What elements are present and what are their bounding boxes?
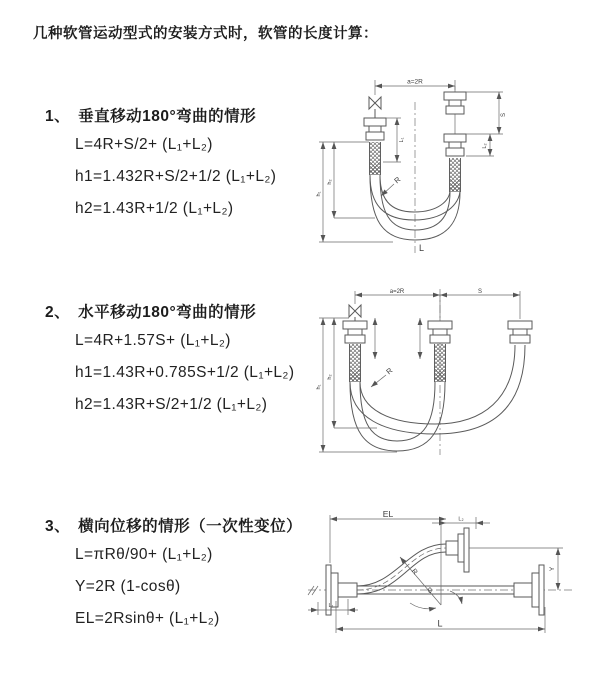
diagram3-svg <box>300 507 580 647</box>
section2-formula-L: L=4R+1.57S+ (L₁+L₂) <box>75 332 231 349</box>
braided-hose-section <box>449 158 461 192</box>
diagram3-angle-construction <box>398 523 464 612</box>
diagram1-dim-a2R <box>375 79 455 96</box>
section2-heading-text: 水平移动180°弯曲的情形 <box>78 304 257 321</box>
dim-label-a2R-d2: a=2R <box>389 289 405 295</box>
dim-label-L-d1: L <box>419 243 425 253</box>
dim-label-R-d2: R <box>384 365 395 377</box>
page-title: 几种软管运动型式的安装方式时，软管的长度计算： <box>33 26 378 42</box>
diagram1-radius-callout <box>379 175 402 198</box>
diagram3-raised-flange <box>446 528 469 572</box>
section3-heading-text: 横向位移的情形（一次性变位） <box>78 518 303 535</box>
diagram2-dim-S <box>440 289 520 297</box>
diagram3-dim-EL <box>330 509 446 563</box>
section1-formula-h1: h1=1.432R+S/2+1/2 (L₁+L₂) <box>75 168 277 185</box>
diagram-vertical-movement <box>313 72 558 257</box>
dim-label-EL: EL <box>382 509 394 519</box>
diagram2-fittings <box>343 295 532 343</box>
diagram1-dim-h1 <box>316 142 393 242</box>
section2-formula-h2: h2=1.43R+S/2+1/2 (L₁+L₂) <box>75 396 268 413</box>
braided-hose-section <box>349 344 361 382</box>
dim-label-L1-d3: L₁ <box>328 603 334 609</box>
section2-formula-h1: h1=1.43R+0.785S+1/2 (L₁+L₂) <box>75 364 295 381</box>
section3-number: 3、 <box>45 518 71 535</box>
section3-heading <box>45 514 302 536</box>
dim-label-Y: Y <box>549 566 556 572</box>
diagram3-dim-L <box>336 601 545 633</box>
diagram3-right-flange <box>514 565 544 615</box>
section1-heading <box>45 104 256 126</box>
diagram-lateral-displacement <box>300 507 580 647</box>
dim-label-theta: θ <box>428 588 432 595</box>
diagram1-dim-S <box>466 92 507 134</box>
dim-label-R-d3: R <box>409 567 419 577</box>
dim-label-h1-d1: h₁ <box>316 191 322 197</box>
dim-label-h2-d2: h₂ <box>327 374 333 380</box>
diagram-horizontal-movement <box>313 287 575 455</box>
diagram1-centerlines <box>319 102 455 253</box>
diagram2-dim-a2R <box>355 289 520 319</box>
section3-formula-L: L=πRθ/90+ (L₁+L₂) <box>75 546 213 563</box>
section2-heading <box>45 300 256 322</box>
dim-label-R-d1: R <box>392 174 403 186</box>
dim-label-h2-d1: h₂ <box>327 179 333 185</box>
diagram2-centerlines <box>319 289 440 455</box>
valve-icon <box>349 305 361 321</box>
dim-label-L1-d1: L₁ <box>399 137 405 143</box>
section2-number: 2、 <box>45 304 71 321</box>
section1-formula-h2: h2=1.43R+1/2 (L₁+L₂) <box>75 200 234 217</box>
diagram1-dim-h2 <box>327 142 375 218</box>
dim-label-a2R: a=2R <box>407 78 423 86</box>
diagram1-svg <box>313 72 558 257</box>
section3-formula-EL: EL=2Rsinθ+ (L₁+L₂) <box>75 610 220 627</box>
diagram1-dim-L2 <box>466 134 494 156</box>
diagram2-reference-arrows <box>373 318 423 359</box>
dim-label-h1-d2: h₁ <box>316 384 322 390</box>
section3-formula-Y: Y=2R (1-cosθ) <box>75 578 181 595</box>
diagram2-radius-callout <box>369 366 394 389</box>
valve-icon <box>369 97 381 118</box>
braided-hose-section <box>369 142 381 175</box>
section1-number: 1、 <box>45 108 71 125</box>
diagram1-left-fitting <box>364 118 386 140</box>
section1-heading-text: 垂直移动180°弯曲的情形 <box>78 108 257 125</box>
dim-label-S-d2: S <box>477 289 483 295</box>
braided-hose-section <box>434 344 446 382</box>
dim-label-S1: S <box>501 112 507 118</box>
dim-label-L-d3: L <box>437 618 443 629</box>
dim-label-L2-d3: L₂ <box>458 516 464 523</box>
section1-formula-L: L=4R+S/2+ (L₁+L₂) <box>75 136 213 153</box>
dim-label-L2-d1: L₂ <box>482 143 488 149</box>
